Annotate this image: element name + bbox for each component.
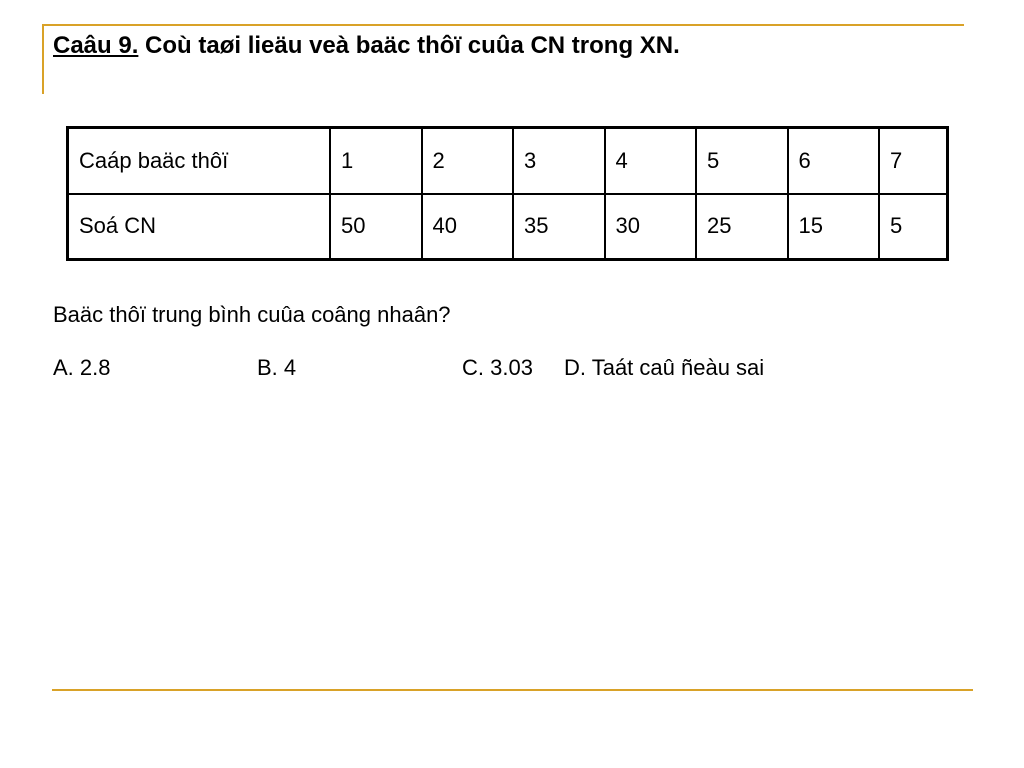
table-row-header: Caáp baäc thôï — [68, 128, 331, 194]
top-divider-line — [44, 24, 964, 26]
question-text: Baäc thôï trung bình cuûa coâng nhaân? — [53, 302, 451, 327]
table-cell: 1 — [330, 128, 422, 194]
table-cell: 5 — [696, 128, 788, 194]
slide-title — [53, 32, 680, 60]
answer-option-d: D. Taát caû ñeàu sai — [564, 355, 765, 380]
answer-option-a: A. 2.8 — [53, 355, 111, 380]
question-title-text: Coù taøi lieäu veà baäc thôï cuûa CN trong XN. — [145, 32, 680, 59]
table-cell: 5 — [879, 194, 948, 260]
table-row-grade — [68, 128, 948, 194]
table-cell: 2 — [422, 128, 514, 194]
table-cell: 4 — [605, 128, 697, 194]
table-cell: 30 — [605, 194, 697, 260]
table-row-workers — [68, 194, 948, 260]
table-cell: 15 — [788, 194, 880, 260]
bottom-divider-line — [52, 689, 973, 691]
table-row-header: Soá CN — [68, 194, 331, 260]
table-cell: 35 — [513, 194, 605, 260]
answer-option-c: C. 3.03 — [462, 355, 533, 380]
question-number: Caâu 9. — [53, 32, 139, 59]
table-cell: 50 — [330, 194, 422, 260]
table-cell: 25 — [696, 194, 788, 260]
table-cell: 7 — [879, 128, 948, 194]
table-cell: 40 — [422, 194, 514, 260]
table-cell: 3 — [513, 128, 605, 194]
table-cell: 6 — [788, 128, 880, 194]
data-table — [66, 126, 949, 261]
answer-option-b: B. 4 — [257, 355, 297, 380]
left-accent-line — [42, 24, 44, 94]
